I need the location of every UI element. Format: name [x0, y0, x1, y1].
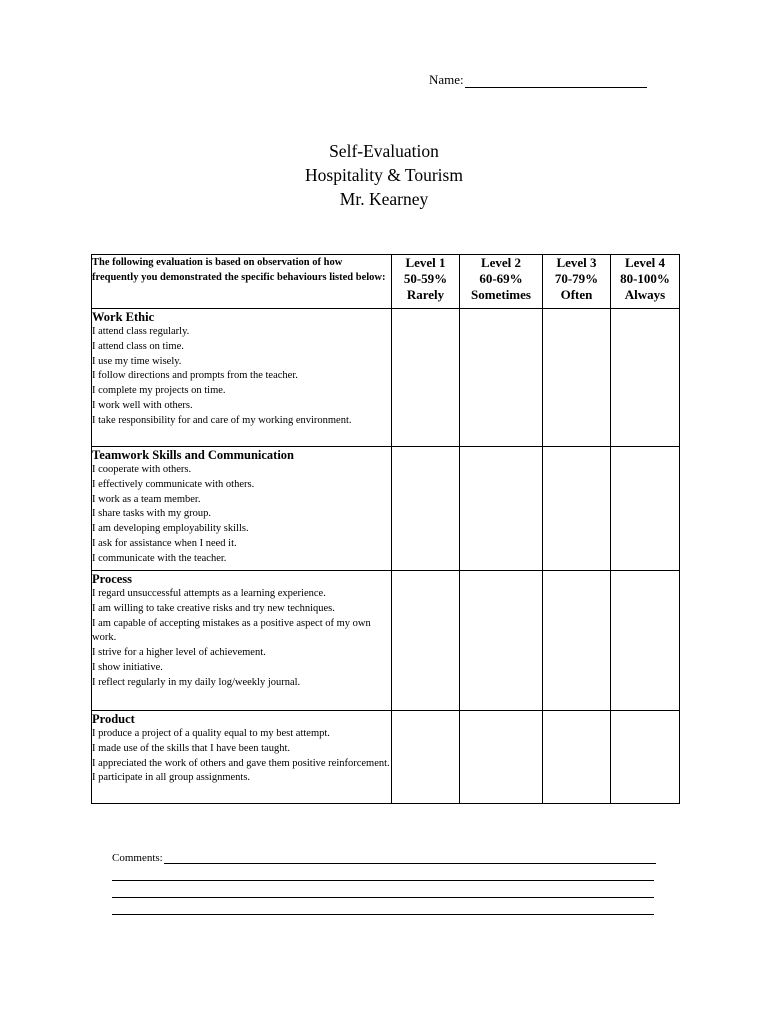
- rating-cell-level-1[interactable]: [392, 571, 460, 711]
- list-item: I am willing to take creative risks and try new techniques.: [92, 602, 335, 614]
- level-2-header: [460, 255, 543, 309]
- list-item: I strive for a higher level of achievement.: [92, 647, 266, 659]
- comments-line[interactable]: [112, 898, 654, 915]
- level-label: Always: [624, 287, 666, 302]
- section-title: Process: [92, 572, 133, 586]
- list-item: I communicate with the teacher.: [92, 552, 227, 564]
- list-item: I regard unsuccessful attempts as a learning experience.: [92, 588, 326, 599]
- list-item: I ask for assistance when I need it.: [92, 537, 237, 549]
- comments-line[interactable]: [164, 851, 656, 864]
- section-cell: [92, 711, 392, 804]
- list-item: I effectively communicate with others.: [92, 478, 255, 490]
- list-item: I produce a project of a quality equal to my best attempt.: [92, 728, 330, 739]
- rating-cell-level-1[interactable]: [392, 309, 460, 447]
- rating-cell-level-2[interactable]: [460, 309, 543, 447]
- comments-line[interactable]: [112, 881, 654, 898]
- level-label: Often: [560, 287, 593, 302]
- rating-cell-level-3[interactable]: [543, 571, 611, 711]
- rating-cell-level-1[interactable]: [392, 447, 460, 571]
- list-item: I made use of the skills that I have been taught.: [92, 742, 290, 754]
- level-3-header: [543, 255, 611, 309]
- list-item: I take responsibility for and care of my working environment.: [92, 414, 352, 426]
- list-item: I complete my projects on time.: [92, 385, 226, 397]
- title-line-2: Hospitality & Tourism: [305, 165, 463, 185]
- list-item: I cooperate with others.: [92, 464, 192, 475]
- level-range: 80-100%: [620, 271, 670, 286]
- level-label: Rarely: [406, 287, 445, 302]
- level-name: Level 2: [480, 255, 522, 270]
- list-item: I use my time wisely.: [92, 355, 182, 367]
- rating-cell-level-2[interactable]: [460, 711, 543, 804]
- list-item: I reflect regularly in my daily log/weekly journal.: [92, 676, 301, 688]
- name-label: Name:: [429, 72, 464, 87]
- rating-cell-level-3[interactable]: [543, 447, 611, 571]
- level-name: Level 1: [405, 255, 446, 270]
- rating-cell-level-2[interactable]: [460, 447, 543, 571]
- description-header: The following evaluation is based on observation of how frequently you demonstrated the specific behaviours listed below:: [92, 255, 392, 309]
- section-row-teamwork: [92, 447, 680, 571]
- comments-label: Comments:: [112, 852, 163, 864]
- section-cell: [92, 447, 392, 571]
- rating-cell-level-4[interactable]: [611, 447, 680, 571]
- list-item: I work well with others.: [92, 399, 193, 411]
- section-row-work-ethic: [92, 309, 680, 447]
- rating-cell-level-3[interactable]: [543, 711, 611, 804]
- rating-cell-level-4[interactable]: [611, 571, 680, 711]
- section-cell: [92, 571, 392, 711]
- name-blank-line[interactable]: [465, 73, 647, 88]
- rating-cell-level-2[interactable]: [460, 571, 543, 711]
- list-item: I follow directions and prompts from the teacher.: [92, 370, 298, 382]
- list-item: I am developing employability skills.: [92, 523, 249, 535]
- section-title: Work Ethic: [92, 310, 155, 324]
- rating-cell-level-4[interactable]: [611, 309, 680, 447]
- level-range: 50-59%: [403, 271, 448, 286]
- name-field[interactable]: [429, 72, 647, 88]
- section-row-product: [92, 711, 680, 804]
- list-item: I work as a team member.: [92, 493, 201, 505]
- rating-cell-level-4[interactable]: [611, 711, 680, 804]
- section-cell: [92, 309, 392, 447]
- list-item: I show initiative.: [92, 661, 163, 673]
- level-range: 60-69%: [479, 271, 523, 286]
- level-range: 70-79%: [554, 271, 599, 286]
- section-title: Product: [92, 712, 135, 726]
- list-item: I appreciated the work of others and gave them positive reinforcement.: [92, 757, 390, 769]
- rating-cell-level-3[interactable]: [543, 309, 611, 447]
- level-4-header: [611, 255, 680, 309]
- comments-area[interactable]: [112, 850, 656, 915]
- evaluation-table: [91, 254, 680, 804]
- list-item: I attend class regularly.: [92, 326, 190, 337]
- level-name: Level 4: [624, 255, 666, 270]
- section-row-process: [92, 571, 680, 711]
- title-line-1: Self-Evaluation: [329, 141, 439, 161]
- document-title: [0, 139, 768, 211]
- list-item: I participate in all group assignments.: [92, 772, 251, 784]
- rating-cell-level-1[interactable]: [392, 711, 460, 804]
- list-item: I attend class on time.: [92, 340, 184, 352]
- list-item: I am capable of accepting mistakes as a positive aspect of my own work.: [92, 617, 371, 644]
- level-label: Sometimes: [471, 287, 531, 302]
- comments-line[interactable]: [112, 864, 654, 881]
- title-line-3: Mr. Kearney: [339, 189, 429, 209]
- section-title: Teamwork Skills and Communication: [92, 448, 295, 462]
- level-name: Level 3: [556, 255, 597, 270]
- header-row: [92, 255, 680, 309]
- list-item: I share tasks with my group.: [92, 508, 211, 520]
- level-1-header: [392, 255, 460, 309]
